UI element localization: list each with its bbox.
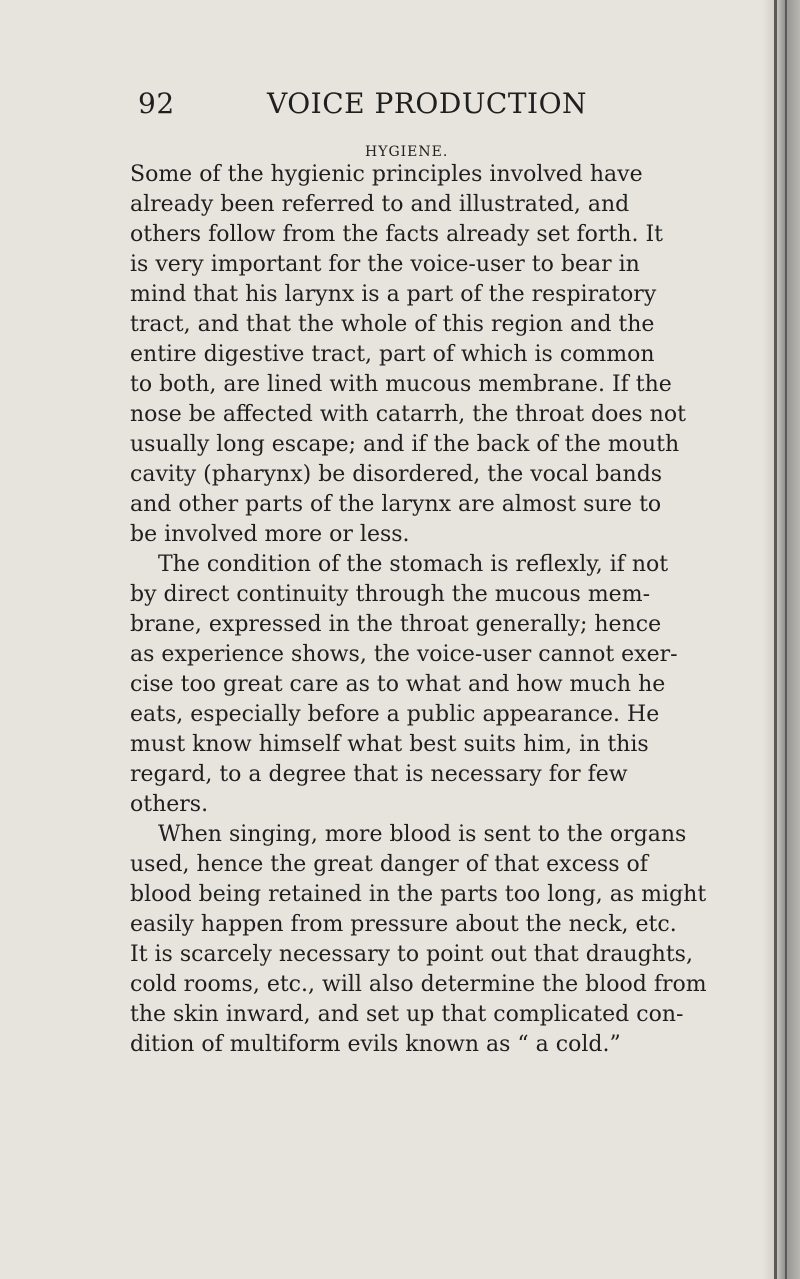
text-line: used, hence the great danger of that excess of	[130, 852, 648, 877]
text-line: cise too great care as to what and how much he	[130, 672, 666, 697]
text-line: mind that his larynx is a part of the respiratory	[130, 282, 657, 307]
text-line: easily happen from pressure about the neck, etc.	[130, 912, 677, 937]
text-line: The condition of the stomach is reflexly, if not	[158, 552, 669, 577]
text-line: the skin inward, and set up that complicated con-	[130, 1002, 684, 1027]
text-line: brane, expressed in the throat generally; hence	[130, 612, 662, 637]
text-line: and other parts of the larynx are almost sure to	[130, 492, 662, 517]
text-line: tract, and that the whole of this region and the	[130, 312, 655, 337]
text-line: cavity (pharynx) be disordered, the vocal bands	[130, 462, 663, 487]
page-number: 92	[138, 87, 175, 120]
text-line: nose be affected with catarrh, the throat does not	[130, 402, 686, 427]
text-line: When singing, more blood is sent to the organs	[158, 822, 687, 847]
text-line: Some of the hygienic principles involved have	[130, 162, 643, 187]
text-line: to both, are lined with mucous membrane. If the	[130, 372, 672, 397]
text-line: as experience shows, the voice-user cannot exer-	[130, 642, 678, 667]
text-line: must know himself what best suits him, in this	[130, 732, 649, 757]
page-edge-shadow	[762, 0, 800, 1279]
text-line: be involved more or less.	[130, 522, 410, 547]
text-line: eats, especially before a public appearance. He	[130, 702, 660, 727]
text-line: usually long escape; and if the back of the mouth	[130, 432, 680, 457]
text-line: dition of multiform evils known as “ a cold.”	[130, 1032, 621, 1057]
text-line: It is scarcely necessary to point out that draughts,	[130, 942, 693, 967]
section-title: HYGIENE.	[365, 144, 449, 160]
text-line: regard, to a degree that is necessary for few	[130, 762, 628, 787]
text-line: by direct continuity through the mucous mem-	[130, 582, 650, 607]
page-header	[138, 82, 698, 126]
running-head: VOICE PRODUCTION	[267, 87, 588, 120]
text-line: is very important for the voice-user to bear in	[130, 252, 640, 277]
text-line: others.	[130, 792, 209, 817]
text-line: cold rooms, etc., will also determine the blood from	[130, 972, 707, 997]
text-line: blood being retained in the parts too long, as might	[130, 882, 707, 907]
text-line: others follow from the facts already set forth. It	[130, 222, 663, 247]
text-line: already been referred to and illustrated, and	[130, 192, 630, 217]
text-line: entire digestive tract, part of which is common	[130, 342, 655, 367]
